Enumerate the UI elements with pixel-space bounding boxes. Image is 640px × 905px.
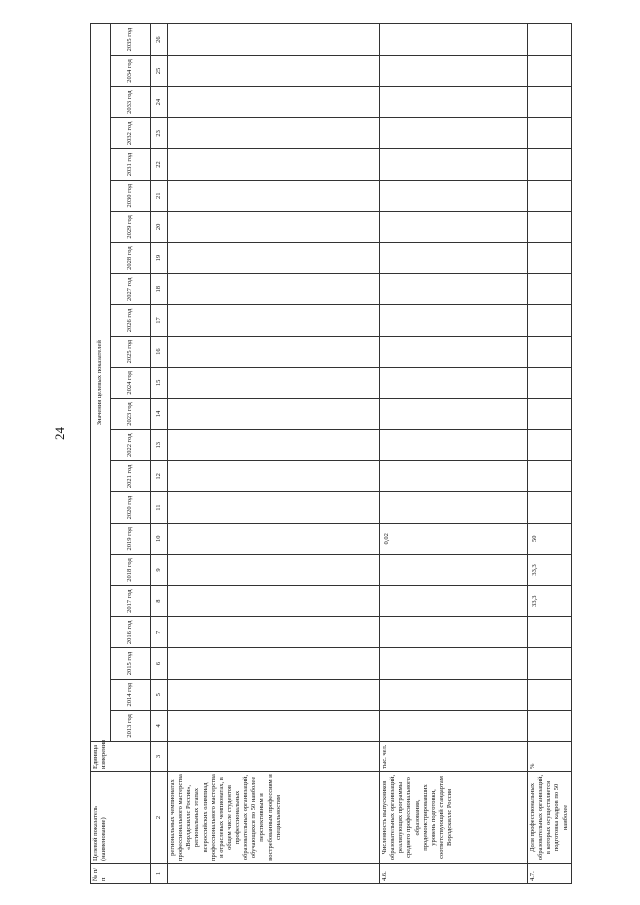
value-cell (168, 336, 380, 367)
column-number: 20 (151, 211, 168, 242)
column-number: 26 (151, 24, 168, 56)
value-cell (168, 149, 380, 180)
header-indicator: Целевой показатель (наименование) (91, 772, 151, 864)
value-cell: 0,02 (380, 523, 528, 554)
header-year: 2029 год (111, 211, 151, 242)
value-cell (168, 398, 380, 429)
header-year: 2016 год (111, 617, 151, 648)
column-number: 11 (151, 492, 168, 523)
unit-cell: % (528, 742, 572, 772)
column-number: 17 (151, 305, 168, 336)
row-number: 4.6. (380, 864, 528, 884)
column-number: 16 (151, 336, 168, 367)
column-number: 4 (151, 710, 168, 741)
column-number: 10 (151, 523, 168, 554)
header-year: 2030 год (111, 180, 151, 211)
column-number: 18 (151, 274, 168, 305)
column-number: 9 (151, 554, 168, 585)
value-cell (380, 55, 528, 86)
value-cell: 50 (528, 523, 572, 554)
value-cell (528, 492, 572, 523)
value-cell (168, 461, 380, 492)
value-cell (380, 274, 528, 305)
indicator-name: региональных чемпионатах профессионального мастерства «Ворлдскиллс Россия», региональных этапах всероссийских олимпиад профессионального мастерства и отраслевых чемпионатах, в общем числе студентов профессиональных образовательных организаций, обучающихся по 50 наиболее перспективным и востребованным профессиям и специальностям (168, 772, 380, 864)
value-cell (168, 586, 380, 617)
column-number: 14 (151, 398, 168, 429)
unit-cell: тыс. чел. (380, 742, 528, 772)
value-cell (168, 617, 380, 648)
value-cell (528, 55, 572, 86)
page-number: 24 (52, 427, 67, 440)
header-year: 2022 год (111, 430, 151, 461)
value-cell (528, 243, 572, 274)
header-year: 2033 год (111, 87, 151, 118)
value-cell (168, 523, 380, 554)
value-cell (380, 648, 528, 679)
header-year: 2035 год (111, 24, 151, 56)
column-number: 24 (151, 87, 168, 118)
value-cell (168, 492, 380, 523)
value-cell (528, 367, 572, 398)
value-cell (380, 492, 528, 523)
value-cell (380, 461, 528, 492)
value-cell (168, 679, 380, 710)
unit-cell (168, 742, 380, 772)
column-number: 23 (151, 118, 168, 149)
value-cell (528, 461, 572, 492)
header-year: 2017 год (111, 586, 151, 617)
column-number: 1 (151, 864, 168, 884)
value-cell (168, 274, 380, 305)
value-cell (380, 336, 528, 367)
header-year: 2019 год (111, 523, 151, 554)
header-year: 2018 год (111, 554, 151, 585)
value-cell: 33,3 (528, 554, 572, 585)
header-num: № п/п (91, 864, 151, 884)
table-row (168, 24, 380, 884)
column-number: 13 (151, 430, 168, 461)
value-cell (528, 679, 572, 710)
value-cell (168, 367, 380, 398)
value-cell (168, 430, 380, 461)
value-cell (528, 398, 572, 429)
header-year: 2032 год (111, 118, 151, 149)
target-indicators-table (90, 23, 572, 884)
header-year: 2026 год (111, 305, 151, 336)
header-year: 2014 год (111, 679, 151, 710)
row-number: 4.7. (528, 864, 572, 884)
value-cell (168, 710, 380, 741)
value-cell (380, 180, 528, 211)
indicator-name: Численность выпускников образовательных организаций, реализующих программы среднего профессионального образования, продемонстрировавших уровень подготовки, соответствующий стандартам Ворлдскиллс Россия (380, 772, 528, 864)
column-number: 2 (151, 772, 168, 864)
value-cell (168, 243, 380, 274)
value-cell (168, 648, 380, 679)
value-cell (380, 367, 528, 398)
value-cell (168, 305, 380, 336)
value-cell (380, 398, 528, 429)
value-cell (168, 554, 380, 585)
header-values-group: Значения целевых показателей (91, 24, 111, 742)
column-number: 6 (151, 648, 168, 679)
value-cell (380, 586, 528, 617)
value-cell (528, 336, 572, 367)
header-year: 2023 год (111, 398, 151, 429)
value-cell (380, 679, 528, 710)
header-year: 2027 год (111, 274, 151, 305)
table-row (380, 24, 528, 884)
value-cell (380, 211, 528, 242)
value-cell (528, 430, 572, 461)
value-cell (380, 243, 528, 274)
value-cell (528, 180, 572, 211)
column-number: 22 (151, 149, 168, 180)
table-row (528, 24, 572, 884)
value-cell (168, 24, 380, 56)
header-year: 2021 год (111, 461, 151, 492)
header-year: 2020 год (111, 492, 151, 523)
column-number: 19 (151, 243, 168, 274)
column-number: 3 (151, 742, 168, 772)
value-cell (168, 211, 380, 242)
column-number: 12 (151, 461, 168, 492)
indicator-name: Доля профессиональных образовательных организаций, в которых осуществляется подготовка кадров по 50 наиболее (528, 772, 572, 864)
value-cell (380, 305, 528, 336)
value-cell (528, 211, 572, 242)
column-numbers-row (151, 24, 168, 884)
value-cell (380, 87, 528, 118)
value-cell (528, 24, 572, 56)
value-cell (528, 648, 572, 679)
header-year: 2031 год (111, 149, 151, 180)
column-number: 8 (151, 586, 168, 617)
value-cell (528, 149, 572, 180)
value-cell (528, 87, 572, 118)
header-year: 2024 год (111, 367, 151, 398)
value-cell (380, 24, 528, 56)
value-cell (380, 149, 528, 180)
rotated-table-wrapper (90, 24, 569, 884)
value-cell (168, 180, 380, 211)
header-unit: Единица измерения (91, 742, 151, 772)
header-year: 2034 год (111, 55, 151, 86)
value-cell (168, 87, 380, 118)
column-number: 7 (151, 617, 168, 648)
header-year: 2015 год (111, 648, 151, 679)
value-cell: 33,3 (528, 586, 572, 617)
value-cell (168, 55, 380, 86)
row-number (168, 864, 380, 884)
value-cell (528, 274, 572, 305)
column-number: 5 (151, 679, 168, 710)
value-cell (528, 617, 572, 648)
value-cell (380, 710, 528, 741)
value-cell (528, 118, 572, 149)
value-cell (380, 430, 528, 461)
column-number: 25 (151, 55, 168, 86)
value-cell (528, 305, 572, 336)
header-year: 2013 год (111, 710, 151, 741)
header-year: 2028 год (111, 243, 151, 274)
column-number: 15 (151, 367, 168, 398)
header-year: 2025 год (111, 336, 151, 367)
value-cell (380, 554, 528, 585)
column-number: 21 (151, 180, 168, 211)
value-cell (380, 118, 528, 149)
value-cell (168, 118, 380, 149)
value-cell (528, 710, 572, 741)
value-cell (380, 617, 528, 648)
